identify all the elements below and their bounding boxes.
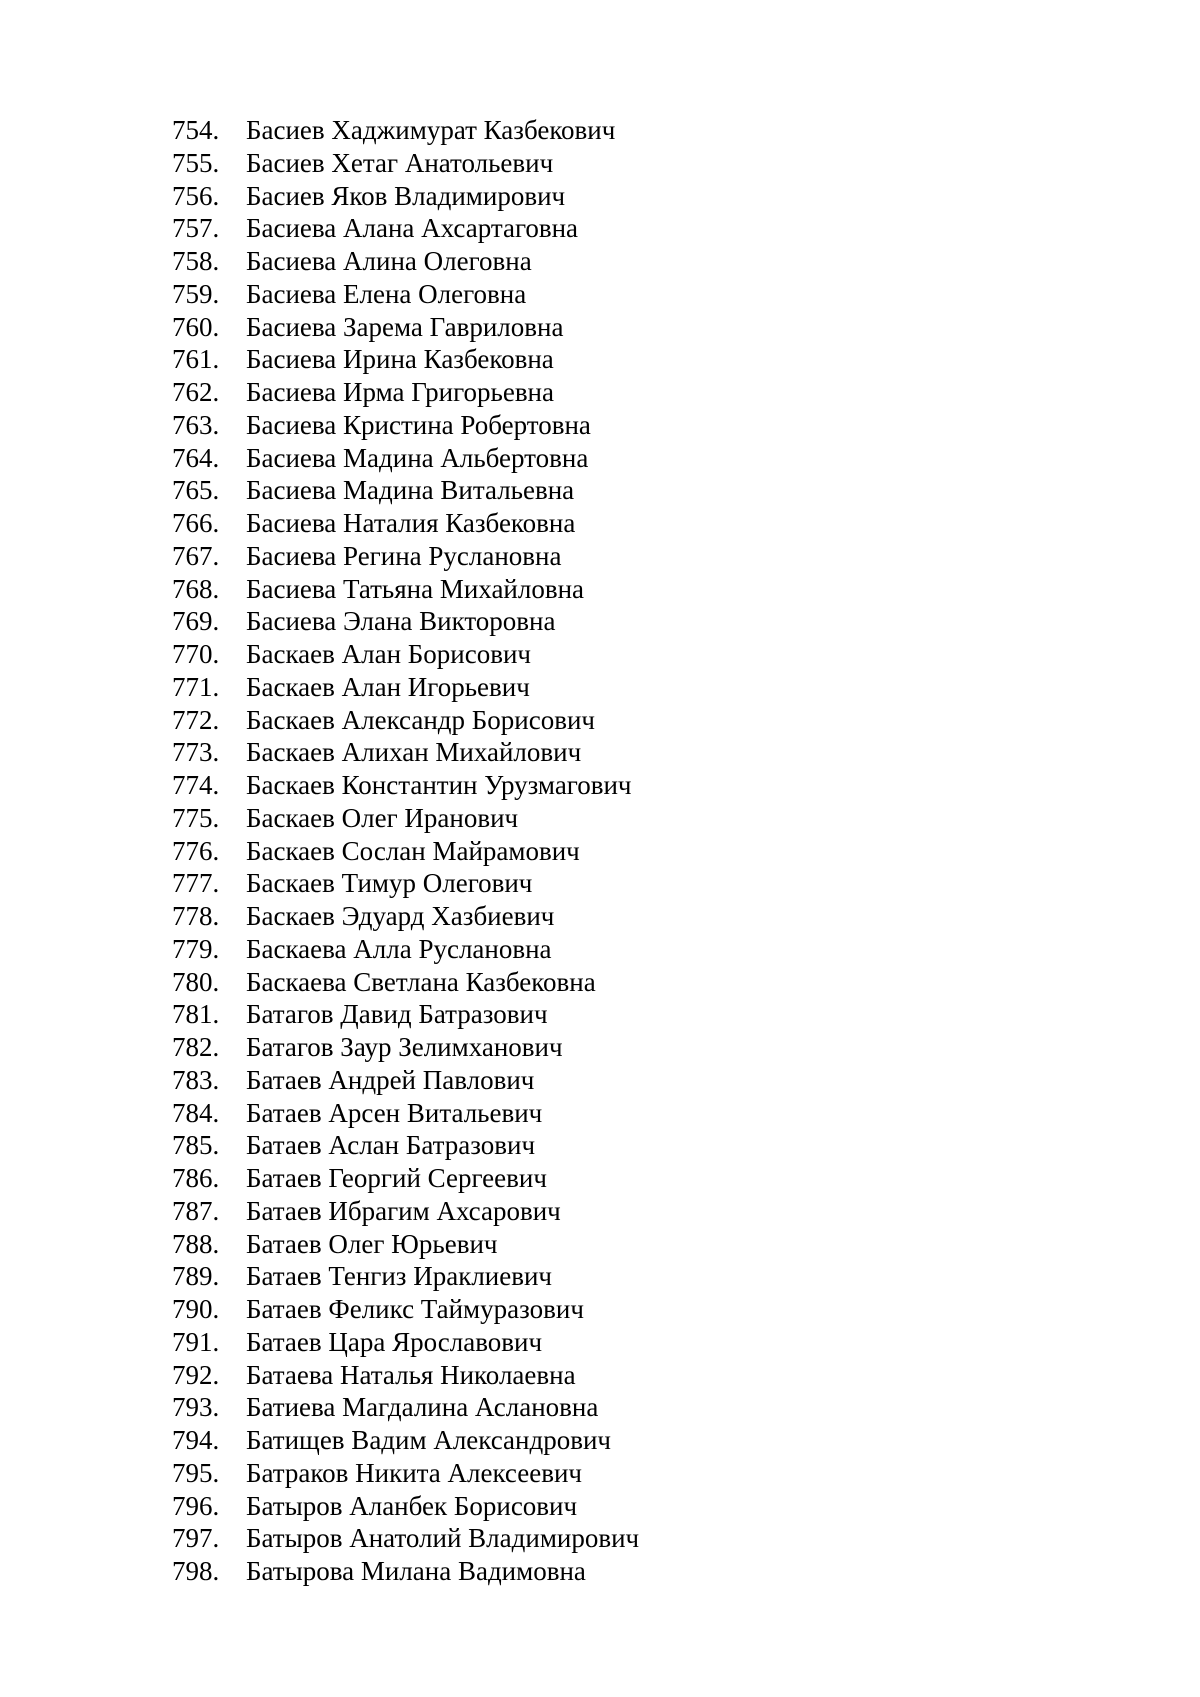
item-name: Басиева Мадина Витальевна xyxy=(246,475,575,506)
item-name: Басиева Кристина Робертовна xyxy=(246,409,591,440)
item-number: 780. xyxy=(172,966,220,997)
item-number: 787. xyxy=(172,1195,220,1226)
list-item xyxy=(172,671,639,704)
item-name: Басиева Елена Олеговна xyxy=(246,278,527,309)
list-item xyxy=(172,147,639,180)
item-name: Батаев Олег Юрьевич xyxy=(246,1228,498,1259)
item-name: Баскаев Константин Урузмагович xyxy=(246,770,632,800)
item-name: Батаев Арсен Витальевич xyxy=(246,1097,543,1128)
item-number: 777. xyxy=(172,868,220,899)
item-number: 756. xyxy=(172,180,220,211)
name-list xyxy=(172,114,639,1588)
item-number: 794. xyxy=(172,1425,220,1455)
item-name: Батаева Наталья Николаевна xyxy=(246,1359,576,1390)
item-number: 769. xyxy=(172,606,220,637)
item-name: Баскаев Алан Игорьевич xyxy=(246,671,530,702)
item-name: Басиева Татьяна Михайловна xyxy=(246,573,585,604)
item-name: Басиев Яков Владимирович xyxy=(246,180,566,211)
item-name: Басиев Хаджимурат Казбекович xyxy=(246,115,616,145)
item-name: Батырова Милана Вадимовна xyxy=(246,1556,586,1586)
item-number: 783. xyxy=(172,1064,220,1095)
list-item xyxy=(172,180,639,213)
item-number: 795. xyxy=(172,1457,220,1488)
item-number: 781. xyxy=(172,999,220,1030)
item-number: 771. xyxy=(172,671,220,702)
item-number: 785. xyxy=(172,1130,220,1161)
list-item xyxy=(172,867,639,900)
item-name: Басиева Ирма Григорьевна xyxy=(246,377,554,407)
item-number: 759. xyxy=(172,278,220,309)
item-number: 788. xyxy=(172,1228,220,1259)
item-number: 762. xyxy=(172,377,220,407)
item-number: 766. xyxy=(172,508,220,538)
item-name: Баскаева Алла Руслановна xyxy=(246,933,552,964)
item-name: Басиева Алина Олеговна xyxy=(246,246,532,276)
list-item xyxy=(172,311,639,344)
item-name: Басиев Хетаг Анатольевич xyxy=(246,147,554,178)
list-item xyxy=(172,900,639,933)
item-number: 793. xyxy=(172,1392,220,1423)
item-name: Батаев Цара Ярославович xyxy=(246,1326,543,1357)
item-name: Батаев Аслан Батразович xyxy=(246,1130,536,1161)
item-number: 797. xyxy=(172,1523,220,1554)
list-item xyxy=(172,1359,639,1392)
item-number: 786. xyxy=(172,1163,220,1193)
list-item xyxy=(172,605,639,638)
list-item xyxy=(172,1031,639,1064)
item-number: 767. xyxy=(172,540,220,571)
item-name: Басиева Регина Руслановна xyxy=(246,540,562,571)
list-item xyxy=(172,278,639,311)
item-number: 772. xyxy=(172,704,220,735)
item-number: 791. xyxy=(172,1326,220,1357)
item-name: Басиева Алана Ахсартаговна xyxy=(246,213,579,244)
list-item xyxy=(172,1260,639,1293)
item-number: 775. xyxy=(172,802,220,833)
list-item xyxy=(172,1457,639,1490)
list-item xyxy=(172,114,639,147)
item-name: Басиева Мадина Альбертовна xyxy=(246,442,589,473)
item-name: Баскаев Олег Иранович xyxy=(246,802,519,833)
item-name: Батаев Георгий Сергеевич xyxy=(246,1163,547,1193)
list-item xyxy=(172,1228,639,1261)
item-name: Басиева Элана Викторовна xyxy=(246,606,556,637)
list-item xyxy=(172,212,639,245)
item-name: Басиева Ирина Казбековна xyxy=(246,344,554,375)
item-name: Баскаев Тимур Олегович xyxy=(246,868,533,899)
list-item xyxy=(172,1424,639,1457)
list-item xyxy=(172,1490,639,1523)
item-number: 757. xyxy=(172,213,220,244)
item-name: Батиева Магдалина Аслановна xyxy=(246,1392,599,1423)
item-name: Баскаев Алихан Михайлович xyxy=(246,737,582,768)
item-name: Батагов Давид Батразович xyxy=(246,999,548,1030)
item-name: Баскаев Алан Борисович xyxy=(246,639,532,669)
list-item xyxy=(172,409,639,442)
item-number: 782. xyxy=(172,1032,220,1062)
list-item xyxy=(172,1522,639,1555)
list-item xyxy=(172,474,639,507)
item-number: 765. xyxy=(172,475,220,506)
item-number: 764. xyxy=(172,442,220,473)
item-number: 755. xyxy=(172,147,220,178)
list-item xyxy=(172,1195,639,1228)
item-name: Баскаев Александр Борисович xyxy=(246,704,595,735)
list-item xyxy=(172,1555,639,1588)
list-item xyxy=(172,1129,639,1162)
list-item xyxy=(172,1326,639,1359)
list-item xyxy=(172,1293,639,1326)
list-item xyxy=(172,376,639,409)
item-number: 763. xyxy=(172,409,220,440)
list-item xyxy=(172,704,639,737)
item-name: Батагов Заур Зелимханович xyxy=(246,1032,563,1062)
list-item xyxy=(172,638,639,671)
item-number: 779. xyxy=(172,933,220,964)
item-name: Баскаев Сослан Майрамович xyxy=(246,835,580,866)
list-item xyxy=(172,245,639,278)
list-item xyxy=(172,933,639,966)
list-item xyxy=(172,998,639,1031)
list-item xyxy=(172,343,639,376)
item-number: 774. xyxy=(172,770,220,800)
list-item xyxy=(172,573,639,606)
item-name: Батаев Ибрагим Ахсарович xyxy=(246,1195,561,1226)
item-number: 758. xyxy=(172,246,220,276)
item-name: Батищев Вадим Александрович xyxy=(246,1425,611,1455)
item-number: 789. xyxy=(172,1261,220,1292)
list-item xyxy=(172,1064,639,1097)
item-name: Батраков Никита Алексеевич xyxy=(246,1457,582,1488)
item-name: Батаев Андрей Павлович xyxy=(246,1064,535,1095)
item-name: Батыров Аланбек Борисович xyxy=(246,1490,578,1521)
list-item xyxy=(172,835,639,868)
list-item xyxy=(172,736,639,769)
list-item xyxy=(172,1162,639,1195)
item-number: 792. xyxy=(172,1359,220,1390)
item-name: Басиева Зарема Гавриловна xyxy=(246,311,564,342)
item-name: Басиева Наталия Казбековна xyxy=(246,508,576,538)
item-name: Батыров Анатолий Владимирович xyxy=(246,1523,640,1554)
item-number: 776. xyxy=(172,835,220,866)
item-number: 761. xyxy=(172,344,220,375)
item-number: 754. xyxy=(172,115,220,145)
item-name: Батаев Феликс Таймуразович xyxy=(246,1294,584,1324)
item-number: 778. xyxy=(172,901,220,931)
item-name: Батаев Тенгиз Ираклиевич xyxy=(246,1261,553,1292)
list-item xyxy=(172,769,639,802)
list-item xyxy=(172,966,639,999)
list-item xyxy=(172,1097,639,1130)
item-number: 796. xyxy=(172,1490,220,1521)
item-number: 768. xyxy=(172,573,220,604)
item-number: 798. xyxy=(172,1556,220,1586)
item-number: 784. xyxy=(172,1097,220,1128)
list-item xyxy=(172,540,639,573)
list-item xyxy=(172,1391,639,1424)
item-number: 773. xyxy=(172,737,220,768)
item-name: Баскаев Эдуард Хазбиевич xyxy=(246,901,555,931)
item-name: Баскаева Светлана Казбековна xyxy=(246,966,596,997)
list-item xyxy=(172,802,639,835)
item-number: 770. xyxy=(172,639,220,669)
item-number: 760. xyxy=(172,311,220,342)
item-number: 790. xyxy=(172,1294,220,1324)
list-item xyxy=(172,507,639,540)
list-item xyxy=(172,442,639,475)
